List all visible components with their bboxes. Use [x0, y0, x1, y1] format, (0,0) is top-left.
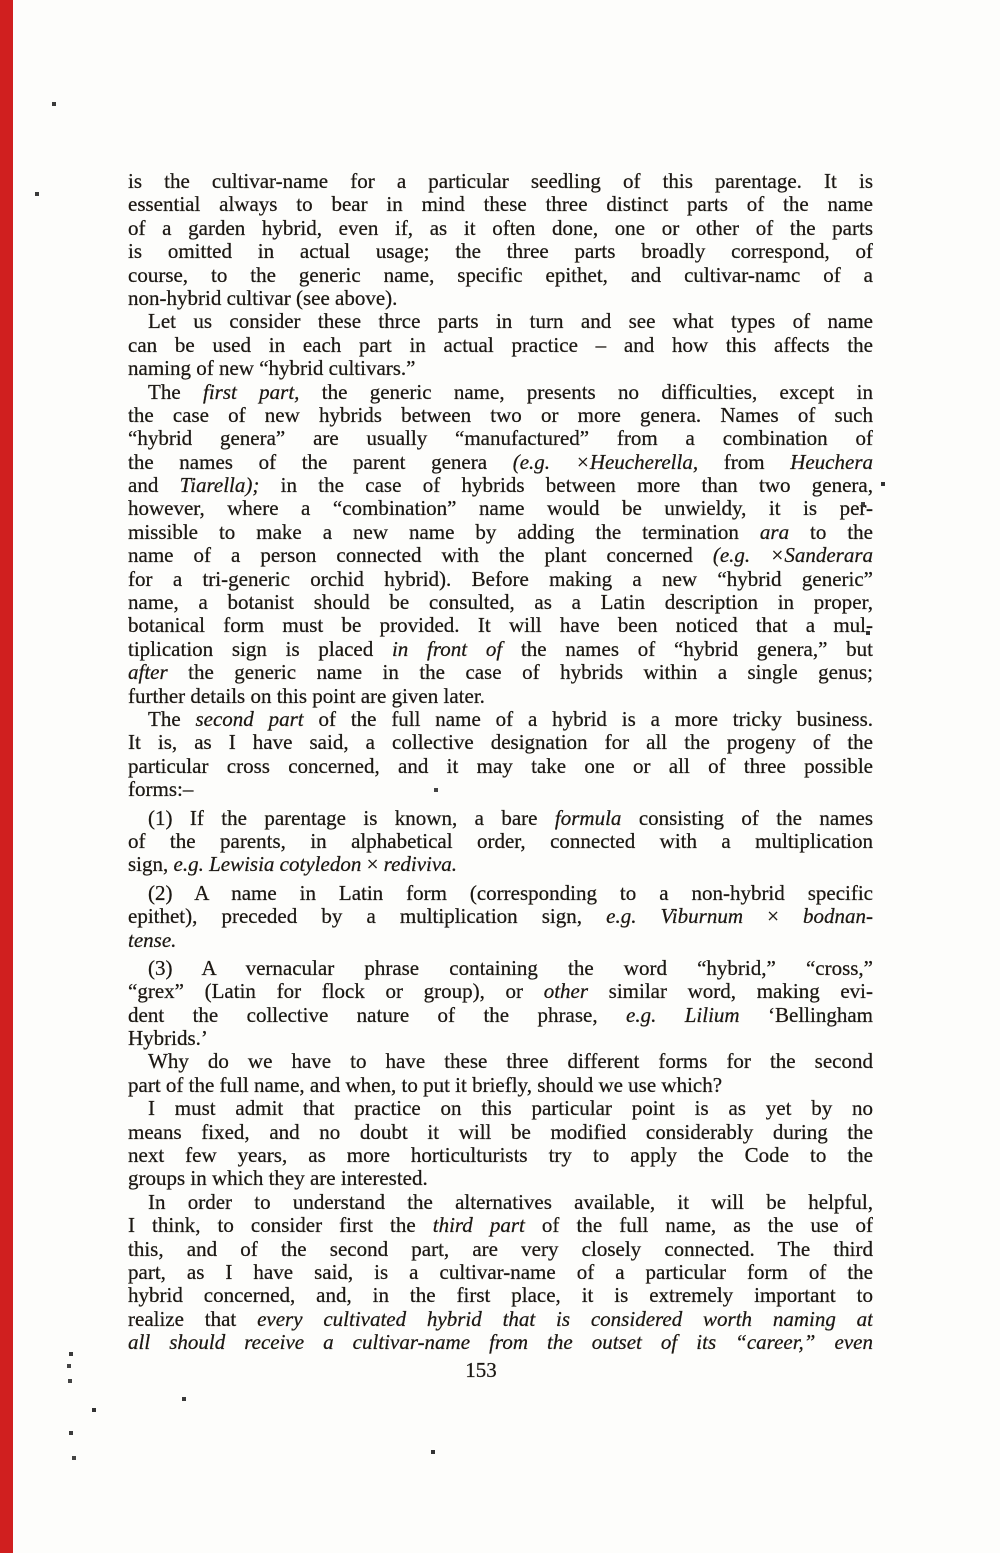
text-line: hybrid concerned, and, in the first place, it is extremely important to [128, 1284, 873, 1308]
text-line: this, and of the second part, are very closely connected. The third [128, 1237, 873, 1261]
text-line: further details on this point are given later. [128, 684, 485, 708]
text-line: the case of new hybrids between two or more genera. Names of such [128, 403, 873, 427]
text-line: naming of new “hybrid cultivars.” [128, 357, 416, 381]
text-line: for a tri-generic orchid hybrid). Before making a new “hybrid generic” [128, 567, 873, 591]
text-line: non-hybrid cultivar (see above). [128, 286, 398, 310]
paragraph [128, 882, 873, 952]
text-block [128, 170, 873, 1355]
text-line: Why do we have to have these three different forms for the second [148, 1050, 873, 1074]
text-line: part of the full name, and when, to put it briefly, should we use which? [128, 1073, 723, 1097]
text-line: part, as I have said, is a cultivar-name of a particular form of the [128, 1260, 873, 1284]
text-line: is omitted in actual usage; the three parts broadly correspond, of [128, 240, 873, 264]
paragraph [128, 310, 873, 380]
text-line: epithet), preceded by a multiplication sign, e.g. Viburnum × bodnan- [128, 905, 873, 929]
page-number: 153 [465, 1358, 497, 1382]
text-line: dent the collective nature of the phrase, e.g. Lilium ‘Bellingham [128, 1003, 873, 1027]
text-line: (3) A vernacular phrase containing the word “hybrid,” “cross,” [148, 956, 873, 980]
paragraph [128, 381, 873, 708]
text-line: (2) A name in Latin form (corresponding to a non-hybrid specific [148, 881, 873, 905]
text-line: (1) If the parentage is known, a bare formula consisting of the names [148, 806, 873, 830]
scan-specks [0, 0, 2, 2]
text-line: Hybrids.’ [128, 1027, 208, 1051]
text-line: “hybrid genera” are usually “manufactured” from a combination of [128, 427, 873, 451]
text-line: I must admit that practice on this particular point is as yet by no [148, 1097, 873, 1121]
text-line: name, a botanist should be consulted, as a Latin description in proper, [128, 591, 873, 615]
text-line: particular cross concerned, and it may take one or all of three possible [128, 754, 873, 778]
paragraph [128, 807, 873, 877]
text-line: course, to the generic name, specific epithet, and cultivar-namc of a [128, 263, 873, 287]
paragraph [128, 708, 873, 802]
text-line: forms:– [128, 778, 194, 802]
text-line: essential always to bear in mind these three distinct parts of the name [128, 193, 873, 217]
paragraph [128, 957, 873, 1051]
text-line: “grex” (Latin for flock or group), or other similar word, making evi- [128, 980, 873, 1004]
paragraph [128, 170, 873, 310]
paragraph [128, 1097, 873, 1191]
text-line: of the parents, in alphabetical order, connected with a multiplication [128, 829, 873, 853]
text-line: and Tiarella); in the case of hybrids between more than two genera, [128, 474, 873, 498]
text-line: tiplication sign is placed in front of the names of “hybrid genera,” but [128, 637, 873, 661]
text-line: I think, to consider first the third part of the full name, as the use of [128, 1214, 873, 1238]
paragraph [128, 1050, 873, 1097]
text-line: means fixed, and no doubt it will be modified considerably during the [128, 1120, 873, 1144]
text-line: missible to make a new name by adding the termination ara to the [128, 520, 873, 544]
text-line: however, where a “combination” name would be unwieldy, it is per- [128, 497, 873, 521]
text-line: name of a person connected with the plant concerned (e.g. ×Sanderara [128, 544, 873, 568]
text-line: can be used in each part in actual practice – and how this affects the [128, 333, 873, 357]
text-line: sign, e.g. Lewisia cotyledon × rediviva. [128, 853, 457, 877]
red-page-edge [0, 0, 13, 1553]
text-line: next few years, as more horticulturists try to apply the Code to the [128, 1144, 873, 1168]
text-line: The first part, the generic name, presents no difficulties, except in [148, 380, 873, 404]
text-line: groups in which they are interested. [128, 1167, 428, 1191]
text-line: is the cultivar-name for a particular seedling of this parentage. It is [128, 170, 873, 193]
text-line: of a garden hybrid, even if, as it often done, one or other of the parts [128, 216, 873, 240]
text-line: It is, as I have said, a collective designation for all the progeny of the [128, 731, 873, 755]
text-line: Let us consider these thrce parts in turn and see what types of name [148, 310, 873, 334]
text-line: all should receive a cultivar-name from the outset of its “career,” even [128, 1331, 873, 1355]
text-line: realize that every cultivated hybrid that is considered worth naming at [128, 1307, 873, 1331]
paragraph [128, 1191, 873, 1355]
text-line: botanical form must be provided. It will have been noticed that a mul- [128, 614, 873, 638]
text-line: In order to understand the alternatives available, it will be helpful, [148, 1190, 873, 1214]
text-line: the names of the parent genera (e.g. ×Heucherella, from Heuchera [128, 450, 873, 474]
text-line: tense. [128, 928, 177, 952]
text-line: after the generic name in the case of hybrids within a single genus; [128, 661, 873, 685]
text-line: The second part of the full name of a hybrid is a more tricky business. [148, 707, 873, 731]
